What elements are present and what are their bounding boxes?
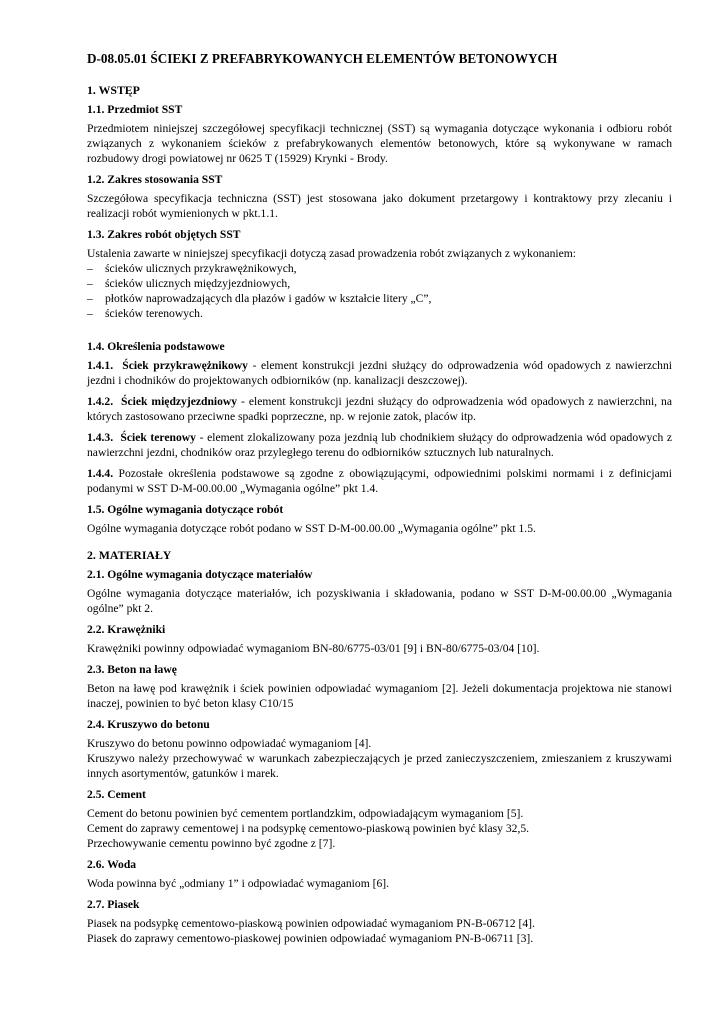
text-line: Piasek do zaprawy cementowo-piaskowej powinien odpowiadać wymaganiom PN-B-06711 [3].	[87, 932, 534, 945]
definition-1-4-1	[87, 358, 672, 388]
list-item: – płotków naprowadzających dla płazów i gadów w kształcie litery „C”,	[87, 291, 672, 306]
document-title: D-08.05.01 ŚCIEKI Z PREFABRYKOWANYCH ELEMENTÓW BETONOWYCH	[87, 51, 558, 66]
text-line: Cement do betonu powinien być cementem portlandzkim, odpowiadającym wymaganiom [5].	[87, 807, 524, 820]
section-1-3-heading: 1.3. Zakres robót objętych SST	[87, 228, 241, 241]
section-1-5-text: Ogólne wymagania dotyczące robót podano w SST D-M-00.00.00 „Wymagania ogólne” pkt 1.5.	[87, 522, 536, 535]
definition-1-4-2	[87, 394, 672, 424]
section-2-5-heading: 2.5. Cement	[87, 788, 146, 801]
section-2-7-text	[87, 916, 672, 946]
section-2-5-text	[87, 806, 672, 851]
definition-text: - element zlokalizowany poza jezdnią lub chodnikiem służący do odprowadzenia wód opadowych z nawierzchni jezdni, chodników oraz przyległego terenu do odbiorników sztucznych lub naturalnych.	[87, 431, 673, 459]
section-1-5-heading: 1.5. Ogólne wymagania dotyczące robót	[87, 503, 284, 516]
section-2-6-text: Woda powinna być „odmiany 1” i odpowiadać wymaganiom [6].	[87, 877, 390, 890]
section-1-2-heading: 1.2. Zakres stosowania SST	[87, 173, 223, 186]
section-1-1-heading: 1.1. Przedmiot SST	[87, 103, 183, 116]
definition-number: 1.4.4.	[87, 467, 114, 480]
list-item: – ścieków ulicznych międzyjezdniowych,	[87, 276, 672, 291]
section-2-3-heading: 2.3. Beton na ławę	[87, 663, 177, 676]
definition-text: Pozostałe określenia podstawowe są zgodne z obowiązującymi, odpowiednimi polskimi normami i z definicjami podanymi w SST D-M-00.00.00 „Wymagania ogólne” pkt 1.4.	[87, 467, 672, 495]
list-item: – ścieków ulicznych przykrawężnikowych,	[87, 261, 672, 276]
section-2-2-heading: 2.2. Krawężniki	[87, 623, 166, 636]
section-2-7-heading: 2.7. Piasek	[87, 898, 140, 911]
definition-1-4-3	[87, 430, 672, 460]
text-line: Cement do zaprawy cementowej i na podsypkę cementowo-piaskową powinien być klasy 32,5.	[87, 822, 530, 835]
text-line: Kruszywo należy przechowywać w warunkach zabezpieczających je przed zanieczyszczeniem, zmieszaniem z kruszywami innych asortymentów, gatunków i marek.	[87, 752, 672, 780]
definition-number: 1.4.1.	[87, 359, 114, 372]
section-2-heading: 2. MATERIAŁY	[87, 548, 172, 562]
definition-term: Ściek międzyjezdniowy	[121, 395, 238, 408]
section-2-6-heading: 2.6. Woda	[87, 858, 137, 871]
section-1-3-text: Ustalenia zawarte w niniejszej specyfikacji dotyczą zasad prowadzenia robót związanych z wykonaniem:	[87, 247, 576, 260]
definition-text: - element konstrukcji jezdni służący do odprowadzenia wód opadowych z nawierzchni jezdni i chodników do projektowanych odbiorników (np. kanalizacji deszczowej).	[87, 359, 672, 387]
scope-list	[87, 261, 672, 321]
section-1-1-text: Przedmiotem niniejszej szczegółowej specyfikacji technicznej (SST) są wymagania dotyczące wykonania i odbioru robót związanych z wykonaniem ścieków z prefabrykowanych elementów betonowych, które są wykonywane w ramach rozbudowy drogi powiatowej nr 0625 T (15929) Krynki - Brody.	[87, 122, 672, 165]
section-2-4-heading: 2.4. Kruszywo do betonu	[87, 718, 210, 731]
section-2-1-heading: 2.1. Ogólne wymagania dotyczące materiałów	[87, 568, 313, 581]
section-2-3-text: Beton na ławę pod krawężnik i ściek powinien odpowiadać wymaganiom [2]. Jeżeli dokumentacja projektowa nie stanowi inaczej, powinien to być beton klasy C10/15	[87, 682, 672, 710]
section-2-1-text: Ogólne wymagania dotyczące materiałów, ich pozyskiwania i składowania, podano w SST D-M-00.00.00 „Wymagania ogólne” pkt 2.	[87, 587, 672, 615]
definition-number: 1.4.3.	[87, 431, 114, 444]
text-line: Przechowywanie cementu powinno być zgodne z [7].	[87, 837, 336, 850]
section-1-4-heading: 1.4. Określenia podstawowe	[87, 340, 225, 353]
definition-text: - element konstrukcji jezdni służący do odprowadzenia wód opadowych z nawierzchni, na których zastosowano przeciwne spadki poprzeczne, np. w rejonie zatok, placów itp.	[87, 395, 672, 423]
text-line: Piasek na podsypkę cementowo-piaskową powinien odpowiadać wymaganiom PN-B-06712 [4].	[87, 917, 535, 930]
section-2-4-text	[87, 736, 672, 781]
text-line: Kruszywo do betonu powinno odpowiadać wymaganiom [4].	[87, 737, 372, 750]
definition-1-4-4	[87, 466, 672, 496]
section-1-heading: 1. WSTĘP	[87, 83, 140, 97]
definition-term: Ściek terenowy	[120, 431, 196, 444]
spacer	[87, 327, 672, 339]
section-1-2-text: Szczegółowa specyfikacja techniczna (SST) jest stosowana jako dokument przetargowy i kontraktowy przy zlecaniu i realizacji robót wymienionych w pkt.1.1.	[87, 192, 672, 220]
definition-term: Ściek przykrawężnikowy	[122, 359, 248, 372]
definition-number: 1.4.2.	[87, 395, 114, 408]
list-item: – ścieków terenowych.	[87, 306, 672, 321]
section-2-2-text: Krawężniki powinny odpowiadać wymaganiom BN-80/6775-03/01 [9] i BN-80/6775-03/04 [10].	[87, 642, 540, 655]
